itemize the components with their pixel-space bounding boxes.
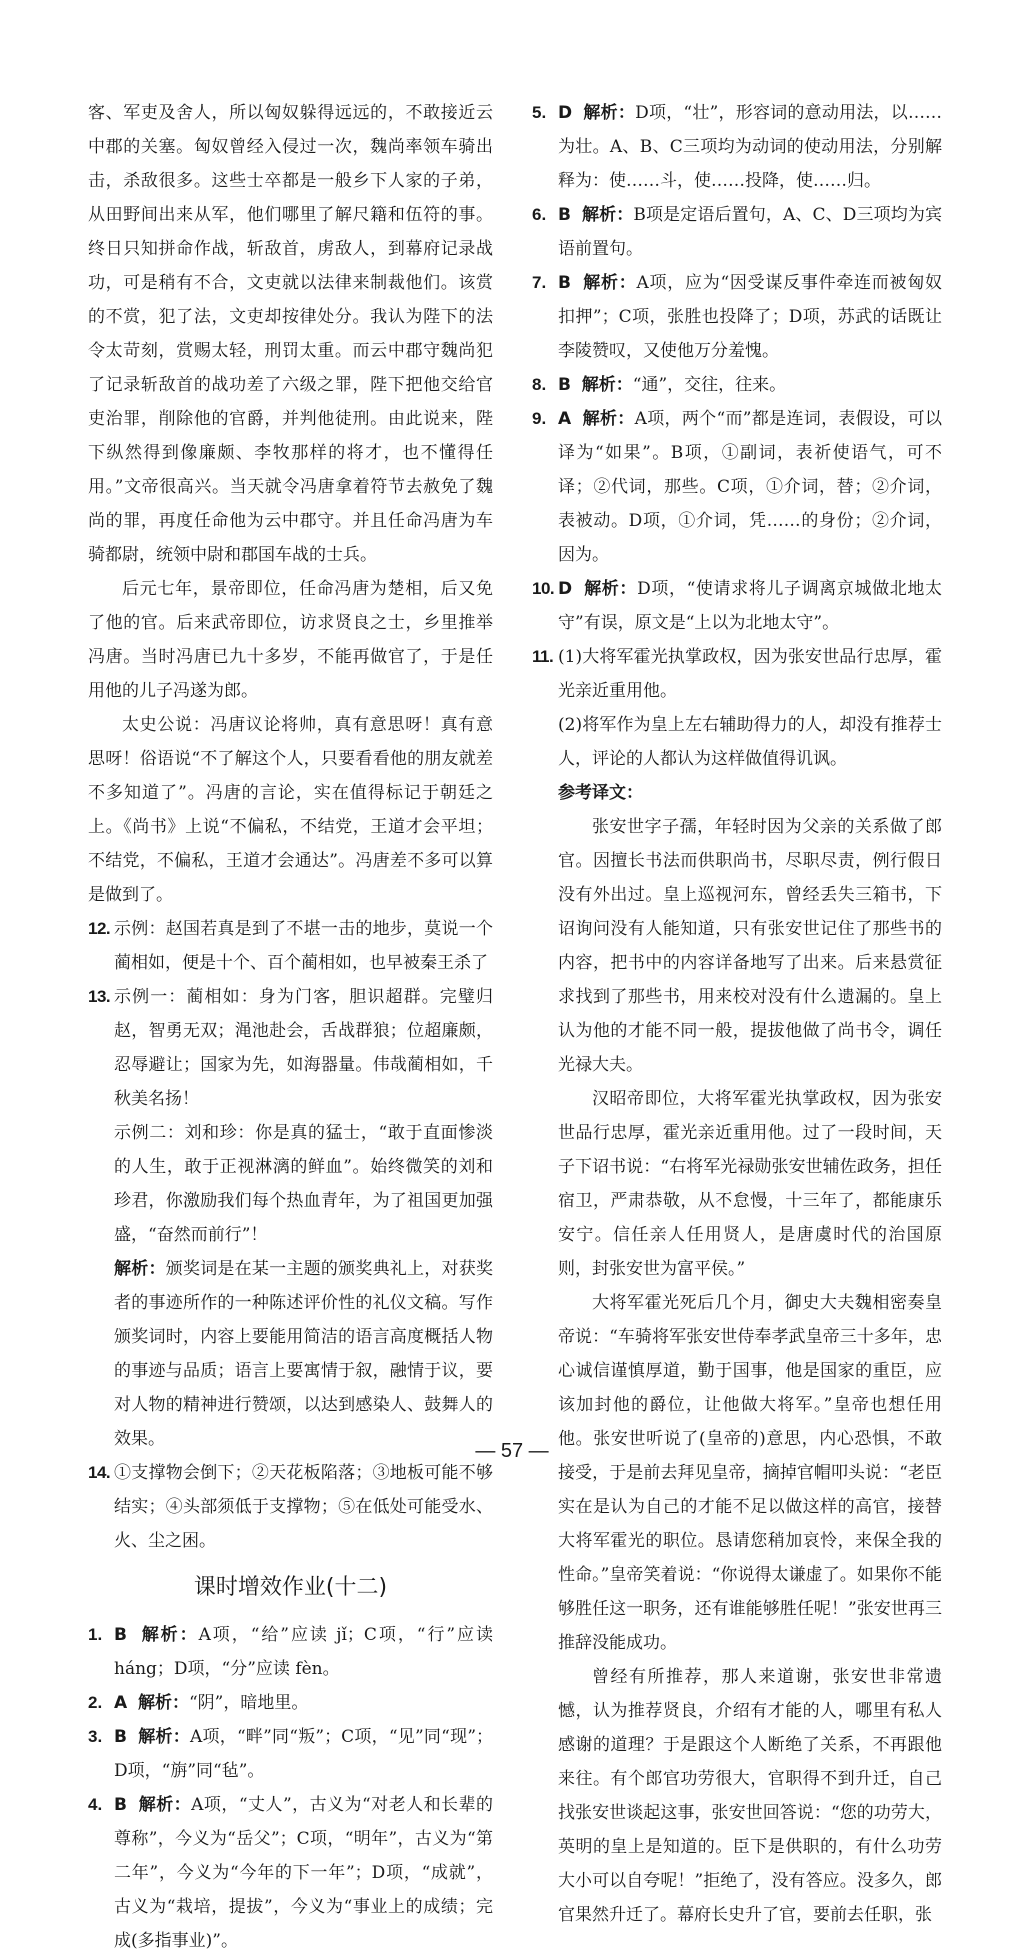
answer-choice: D xyxy=(558,579,573,599)
question-number: 3. xyxy=(88,1727,103,1746)
answer-choice: B xyxy=(558,375,571,395)
translation-paragraph-1: 客、军吏及舍人，所以匈奴躲得远远的，不敢接近云中郡的关塞。匈奴曾经入侵过一次，魏尚率领车骑出击，杀敌很多。这些士卒都是一般乡下人家的子弟，从田野间出来从军，他们哪里了解尺籍和伍符的事。终日只知拼命作战，斩敌首，虏敌人，到幕府记录战功，可是稍有不合，文吏就以法律来制裁他们。该赏的不赏，犯了法，文吏却按律处分。我认为陛下的法令太苛刻，赏赐太轻，刑罚太重。而云中郡守魏尚犯了记录斩敌首的战功差了六级之罪，陛下把他交给官吏治罪，削除他的官爵，并判他徒刑。由此说来，陛下纵然得到像廉颇、李牧那样的将才，也不懂得任用。”文帝很高兴。当天就令冯唐拿着符节去赦免了魏尚的罪，再度任命他为云中郡守。并且任命冯唐为车骑都尉，统领中尉和郡国车战的士兵。 xyxy=(88,103,493,565)
question-number: 11. xyxy=(532,647,554,666)
answer-example-2: 示例二：刘和珍：你是真的猛士，“敢于直面惨淡的人生，敢于正视淋漓的鲜血”。始终微笑的刘和珍君，你激励我们每个热血青年，为了祖国更加强盛，“奋然而前行”！ xyxy=(114,1123,493,1245)
answer-7 xyxy=(532,266,942,368)
answer-choice: B xyxy=(114,1625,127,1645)
answer-5 xyxy=(532,96,942,198)
analysis-text: A项，两个“而”都是连词，表假设，可以译为“如果”。B项，①副词，表祈使语气，可不译；②代词，那些。C项，①介词，替；②介词，表被动。D项，①介词，凭……的身份；②介词，因为。 xyxy=(558,409,942,565)
translation-paragraph-2: 后元七年，景帝即位，任命冯唐为楚相，后又免了他的官。后来武帝即位，访求贤良之士，乡里推举冯唐。当时冯唐已九十多岁，不能再做官了，于是任用他的儿子冯遂为郎。 xyxy=(88,579,493,701)
page-number: — 57 — xyxy=(475,1440,549,1462)
analysis-text: A项，“给”应读 jǐ；C项，“行”应读 háng；D项，“分”应读 fèn。 xyxy=(114,1625,493,1679)
answer-10 xyxy=(532,572,942,640)
analysis-label: 解析： xyxy=(138,1795,192,1815)
question-number: 12. xyxy=(88,919,111,938)
analysis-label: 解析： xyxy=(582,205,634,225)
answer-text: ①支撑物会倒下；②天花板陷落；③地板可能不够结实；④头部须低于支撑物；⑤在低处可能受水、火、尘之困。 xyxy=(114,1463,493,1551)
analysis-label: 解析： xyxy=(114,1259,166,1279)
question-number: 6. xyxy=(532,205,547,224)
section-heading: 课时增效作业(十二) xyxy=(193,1575,388,1600)
answer-11 xyxy=(532,640,942,1932)
answer-1 xyxy=(88,1618,493,1686)
analysis-label: 解析： xyxy=(138,1727,190,1747)
answer-14 xyxy=(88,1456,493,1558)
analysis-paragraph xyxy=(114,1252,493,1456)
question-number: 9. xyxy=(532,409,547,428)
translation-paragraph-1: 张安世字子孺，年轻时因为父亲的关系做了郎官。因擅长书法而供职尚书，尽职尽责，例行假日没有外出过。皇上巡视河东，曾经丢失三箱书，下诏询问没有人能知道，只有张安世记住了那些书的内容，把书中的内容详备地写了出来。后来悬赏征求找到了那些书，用来校对没有什么遗漏的。皇上认为他的才能不同一般，提拔他做了尚书令，调任光禄大夫。 xyxy=(558,817,942,1075)
right-column xyxy=(532,96,942,1932)
answer-4 xyxy=(88,1788,493,1958)
analysis-label: 解析： xyxy=(583,103,636,123)
answer-12 xyxy=(88,912,493,980)
left-column xyxy=(88,96,493,1958)
answer-choice: B xyxy=(114,1727,127,1747)
question-number: 1. xyxy=(88,1625,103,1644)
answer-choice: B xyxy=(558,273,571,293)
analysis-text: D项，“壮”，形容词的意动用法，以……为壮。A、B、C三项均为动词的使动用法，分别解释为：使……斗，使……投降，使……归。 xyxy=(558,103,943,191)
question-number: 10. xyxy=(532,579,555,598)
question-number: 4. xyxy=(88,1795,103,1814)
answer-choice: A xyxy=(114,1693,128,1713)
answer-13 xyxy=(88,980,493,1456)
analysis-text: A项，应为“因受谋反事件牵连而被匈奴扣押”；C项，张胜也投降了；D项，苏武的话既让李陵赞叹，又使他万分羞愧。 xyxy=(558,273,943,361)
answer-6 xyxy=(532,198,942,266)
question-number: 7. xyxy=(532,273,547,292)
analysis-label: 解析： xyxy=(581,375,633,395)
analysis-text: A项，“畔”同“叛”；C项，“见”同“现”；D项，“旃”同“毡”。 xyxy=(114,1727,494,1781)
answer-choice: D xyxy=(558,103,573,123)
answer-part-2: (2)将军作为皇上左右辅助得力的人，却没有推荐士人，评论的人都认为这样做值得讥讽。 xyxy=(558,715,942,769)
question-number: 13. xyxy=(88,987,111,1006)
analysis-text: A项，“丈人”，古义为“对老人和长辈的尊称”，今义为“岳父”；C项，“明年”，古义为“第二年”，今义为“今年的下一年”；D项，“成就”，古义为“栽培，提拔”，今义为“事业上的成绩；完成(多指事业)”。 xyxy=(114,1795,494,1951)
analysis-label: 解析： xyxy=(582,409,635,429)
answer-choice: B xyxy=(558,205,571,225)
analysis-text: “通”，交往，往来。 xyxy=(632,375,787,395)
translation-paragraph-4: 曾经有所推荐，那人来道谢，张安世非常遗憾，认为推荐贤良，介绍有才能的人，哪里有私人感谢的道理？于是跟这个人断绝了关系，不再跟他来往。有个郎官功劳很大，官职得不到升迁，自己找张安世谈起这事，张安世回答说：“您的功劳大，英明的皇上是知道的。臣下是供职的，有什么功劳大小可以自夸呢！”拒绝了，没有答应。没多久，郎官果然升迁了。幕府长史升了官，要前去任职，张 xyxy=(558,1667,942,1925)
analysis-text: “阴”，暗地里。 xyxy=(188,1693,309,1713)
translation-paragraph-3: 大将军霍光死后几个月，御史大夫魏相密奏皇帝说：“车骑将军张安世侍奉孝武皇帝三十多年，忠心诚信谨慎厚道，勤于国事，他是国家的重臣，应该加封他的爵位，让他做大将军。”皇帝也想任用他。张安世听说了(皇帝的)意思，内心恐惧，不敢接受，于是前去拜见皇帝，摘掉官帽叩头说：“老臣实在是认为自己的才能不足以做这样的高官，接替大将军霍光的职位。恳请您稍加哀怜，来保全我的性命。”皇帝笑着说：“你说得太谦虚了。如果你不能够胜任这一职务，还有谁能够胜任呢！”张安世再三推辞没能成功。 xyxy=(558,1293,942,1653)
analysis-text: 颁奖词是在某一主题的颁奖典礼上，对获奖者的事迹所作的一种陈述评价性的礼仪文稿。写作颁奖词时，内容上要能用简洁的语言高度概括人物的事迹与品质；语言上要寓情于叙，融情于议，要对人物的精神进行赞颂，以达到感染人、鼓舞人的效果。 xyxy=(114,1259,494,1449)
answer-part-1: (1)大将军霍光执掌政权，因为张安世品行忠厚，霍光亲近重用他。 xyxy=(558,647,942,701)
translation-paragraph-3: 太史公说：冯唐议论将帅，真有意思呀！真有意思呀！俗语说“不了解这个人，只要看看他的朋友就差不多知道了”。冯唐的言论，实在值得标记于朝廷之上。《尚书》上说“不偏私，不结党，王道才会平坦；不结党，不偏私，王道才会通达”。冯唐差不多可以算是做到了。 xyxy=(88,715,493,905)
question-number: 2. xyxy=(88,1693,103,1712)
analysis-text: D项，“使请求将儿子调离京城做北地太守”有误，原文是“上以为北地太守”。 xyxy=(558,579,942,633)
answer-text: 示例一：蔺相如：身为门客，胆识超群。完璧归赵，智勇无双；渑池赴会，舌战群狼；位超廉颇，忍辱避让；国家为先，如海器量。伟哉蔺相如，千秋美名扬！ xyxy=(114,987,493,1109)
analysis-label: 解析： xyxy=(584,579,638,599)
answer-2 xyxy=(88,1686,493,1720)
analysis-label: 解析： xyxy=(137,1693,189,1713)
question-number: 14. xyxy=(88,1463,111,1482)
answer-8 xyxy=(532,368,942,402)
question-number: 8. xyxy=(532,375,547,394)
answer-choice: B xyxy=(114,1795,127,1815)
translation-paragraph-2: 汉昭帝即位，大将军霍光执掌政权，因为张安世品行忠厚，霍光亲近重用他。过了一段时间，天子下诏书说：“右将军光禄勋张安世辅佐政务，担任宿卫，严肃恭敬，从不怠慢，十三年了，都能康乐安宁。信任亲人任用贤人，是唐虞时代的治国原则，封张安世为富平侯。” xyxy=(558,1089,942,1279)
analysis-label: 解析： xyxy=(583,273,637,293)
answer-9 xyxy=(532,402,942,572)
answer-choice: A xyxy=(558,409,572,429)
question-number: 5. xyxy=(532,103,547,122)
reference-translation-label: 参考译文： xyxy=(558,783,643,803)
analysis-text: B项是定语后置句，A、C、D三项均为宾语前置句。 xyxy=(558,205,943,259)
answer-3 xyxy=(88,1720,493,1788)
analysis-label: 解析： xyxy=(141,1625,199,1645)
answer-text: 示例：赵国若真是到了不堪一击的地步，莫说一个蔺相如，便是十个、百个蔺相如，也早被秦王杀了 xyxy=(114,919,493,973)
